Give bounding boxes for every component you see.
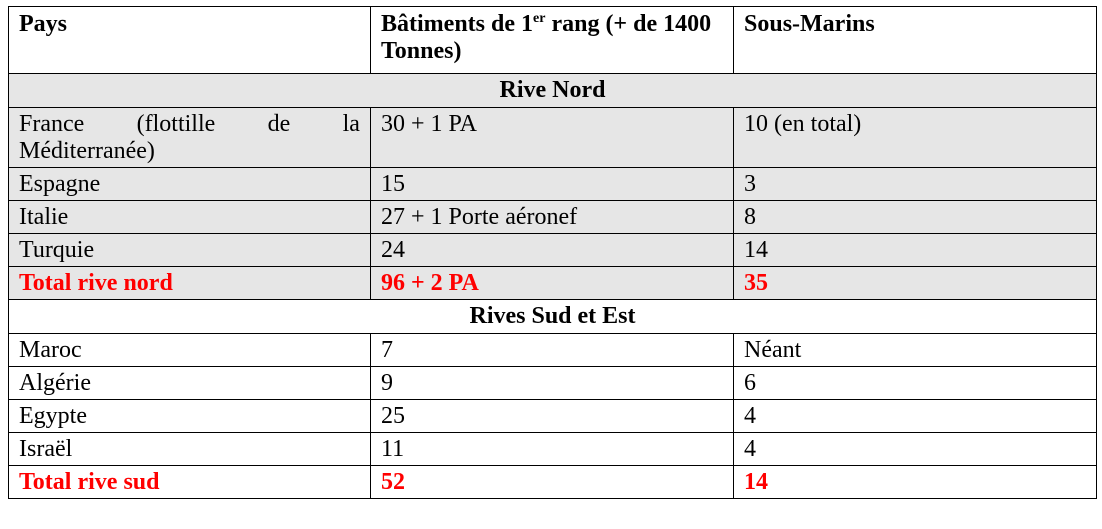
table-row	[9, 334, 1097, 367]
header-country: Pays	[9, 7, 371, 74]
total-subs-south: 14	[734, 466, 1097, 499]
cell-subs: 3	[734, 168, 1097, 201]
cell-subs-france: 10 (en total)	[734, 108, 1097, 168]
section-row-south	[9, 300, 1097, 334]
cell-country: Espagne	[9, 168, 371, 201]
cell-ships: 24	[371, 234, 734, 267]
france-line-2: Méditerranée)	[19, 138, 155, 164]
header-ships	[371, 7, 734, 74]
cell-ships: 11	[371, 433, 734, 466]
cell-country: Egypte	[9, 400, 371, 433]
cell-ships: 7	[371, 334, 734, 367]
france-word: la	[342, 111, 360, 137]
total-ships-south: 52	[371, 466, 734, 499]
cell-country: Maroc	[9, 334, 371, 367]
france-word: (flottille	[136, 111, 216, 137]
cell-ships: 9	[371, 367, 734, 400]
cell-ships: 15	[371, 168, 734, 201]
france-line-1	[19, 111, 360, 138]
cell-subs: 6	[734, 367, 1097, 400]
header-subs: Sous-Marins	[734, 7, 1097, 74]
section-title-north: Rive Nord	[9, 74, 1097, 108]
cell-ships: 27 + 1 Porte aéronef	[371, 201, 734, 234]
table-row	[9, 400, 1097, 433]
header-ships-sup: er	[533, 11, 546, 26]
table-row	[9, 367, 1097, 400]
total-label-south: Total rive sud	[9, 466, 371, 499]
france-word: de	[267, 111, 291, 137]
france-word: France	[19, 111, 85, 137]
cell-subs: 8	[734, 201, 1097, 234]
cell-subs: 14	[734, 234, 1097, 267]
table-row	[9, 433, 1097, 466]
naval-forces-table	[8, 6, 1097, 499]
cell-country: Italie	[9, 201, 371, 234]
table-row	[9, 168, 1097, 201]
total-row-north	[9, 267, 1097, 300]
cell-ships: 25	[371, 400, 734, 433]
section-row-north	[9, 74, 1097, 108]
total-label-north: Total rive nord	[9, 267, 371, 300]
cell-country-france	[9, 108, 371, 168]
table-row	[9, 234, 1097, 267]
section-title-south: Rives Sud et Est	[9, 300, 1097, 334]
cell-country: Israël	[9, 433, 371, 466]
header-ships-suffix: rang (+ de 1400 Tonnes)	[381, 11, 712, 64]
cell-country: Turquie	[9, 234, 371, 267]
table-row	[9, 201, 1097, 234]
cell-country: Algérie	[9, 367, 371, 400]
cell-subs: Néant	[734, 334, 1097, 367]
total-subs-north: 35	[734, 267, 1097, 300]
cell-subs: 4	[734, 433, 1097, 466]
table-header-row	[9, 7, 1097, 74]
total-ships-north: 96 + 2 PA	[371, 267, 734, 300]
cell-subs: 4	[734, 400, 1097, 433]
table-row-france	[9, 108, 1097, 168]
cell-ships-france: 30 + 1 PA	[371, 108, 734, 168]
total-row-south	[9, 466, 1097, 499]
header-ships-prefix: Bâtiments de 1	[381, 11, 533, 37]
